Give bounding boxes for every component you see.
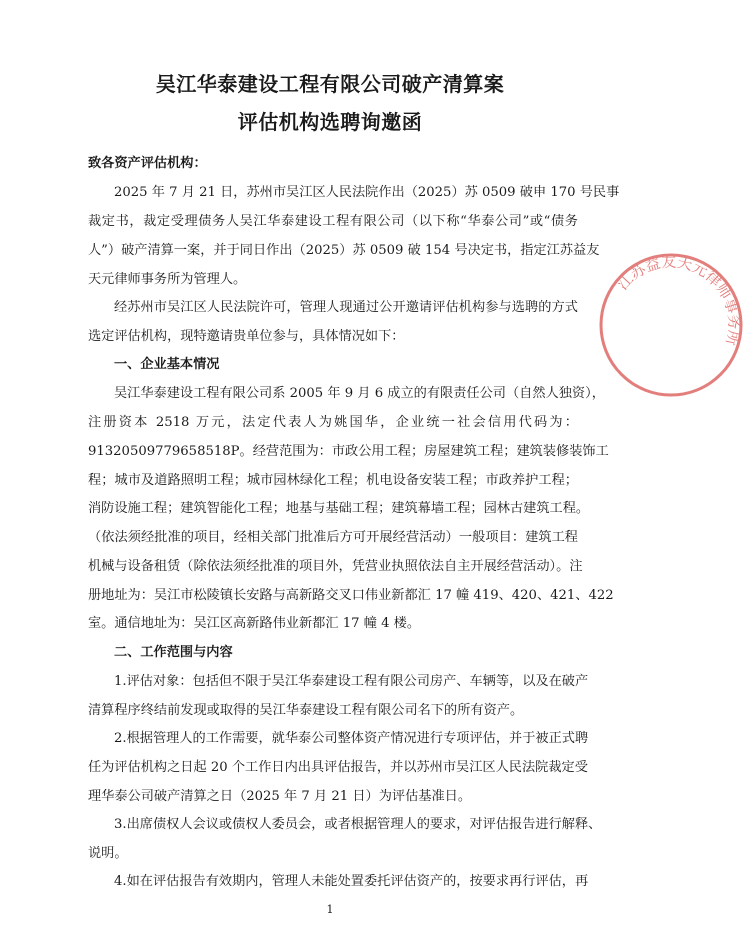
- svg-text:江苏益友天元律师事务所: 江苏益友天元律师事务所: [613, 252, 744, 348]
- section2-heading: 二、工作范围与内容: [114, 645, 233, 660]
- document-title-line1: 吴江华泰建设工程有限公司破产清算案: [155, 72, 505, 96]
- para1-line: 2025 年 7 月 21 日，苏州市吴江区人民法院作出（2025）苏 0509 破申 170 号民事: [114, 185, 620, 200]
- para1-line: 人”）破产清算一案，并于同日作出（2025）苏 0509 破 154 号决定书，指定江苏益友: [88, 243, 600, 258]
- para3-line: （依法须经批准的项目，经相关部门批准后方可开展经营活动）一般项目：建筑工程: [88, 530, 578, 545]
- para3-line: 程；城市及道路照明工程；城市园林绿化工程；机电设备安装工程；市政养护工程；: [88, 473, 578, 488]
- para3-line: 吴江华泰建设工程有限公司系 2005 年 9 月 6 成立的有限责任公司（自然人独资），: [114, 386, 605, 401]
- para5-line: 理华泰公司破产清算之日（2025 年 7 月 21 日）为评估基准日。: [88, 789, 472, 804]
- document-title-line2: 评估机构选聘询邀函: [237, 110, 423, 134]
- para3-line: 消防设施工程；建筑智能化工程；地基与基础工程；建筑幕墙工程；园林古建筑工程。: [88, 501, 590, 516]
- para2-line: 经苏州市吴江区人民法院许可，管理人现通过公开邀请评估机构参与选聘的方式: [114, 300, 578, 315]
- para1-line: 天元律师事务所为管理人。: [88, 272, 247, 287]
- salutation: 致各资产评估机构：: [88, 156, 207, 171]
- para6-line: 说明。: [88, 846, 128, 861]
- para3-line: 注册资本 2518 万元，法定代表人为姚国华，企业统一社会信用代码为：: [88, 415, 578, 430]
- para3-line: 册地址为：吴江市松陵镇长安路与高新路交叉口伟业新都汇 17 幢 419、420、421、422: [88, 588, 614, 603]
- para3-line: 91320509779658518P。经营范围为：市政公用工程；房屋建筑工程；建筑装修装饰工: [88, 444, 609, 459]
- para6-line: 3.出席债权人会议或债权人委员会，或者根据管理人的要求，对评估报告进行解释、: [114, 817, 602, 832]
- section1-heading: 一、企业基本情况: [114, 357, 220, 372]
- official-seal: [596, 250, 746, 400]
- para3-line: 室。通信地址为：吴江区高新路伟业新都汇 17 幢 4 楼。: [88, 616, 421, 631]
- para1-line: 裁定书，裁定受理债务人吴江华泰建设工程有限公司（以下称“华泰公司”或“债务: [88, 214, 578, 229]
- para7-line: 4.如在评估报告有效期内，管理人未能处置委托评估资产的，按要求再行评估，再: [114, 874, 589, 889]
- para4-line: 清算程序终结前发现或取得的吴江华泰建设工程有限公司名下的所有资产。: [88, 703, 524, 718]
- page-number: 1: [326, 903, 334, 916]
- para5-line: 任为评估机构之日起 20 个工作日内出具评估报告，并以苏州市吴江区人民法院裁定受: [88, 760, 588, 775]
- para4-line: 1.评估对象：包括但不限于吴江华泰建设工程有限公司房产、车辆等，以及在破产: [114, 674, 589, 689]
- para3-line: 机械与设备租赁（除依法须经批准的项目外，凭营业执照依法自主开展经营活动）。注: [88, 559, 583, 574]
- para5-line: 2.根据管理人的工作需要，就华泰公司整体资产情况进行专项评估，并于被正式聘: [114, 731, 589, 746]
- para2-line: 选定评估机构，现特邀请贵单位参与，具体情况如下：: [88, 329, 405, 344]
